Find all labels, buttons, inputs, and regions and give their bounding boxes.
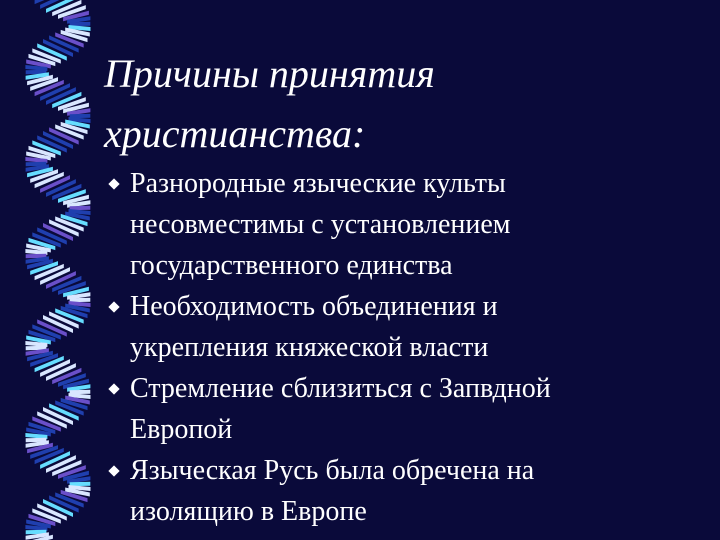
title-line-1: Причины принятия: [104, 51, 435, 96]
title-line-2: христианства:: [104, 111, 366, 156]
bullet-item: [100, 368, 700, 450]
decorative-ribbon-icon: [0, 0, 110, 540]
bullet-line: Стремление сблизиться с Запвдной: [130, 373, 551, 404]
bullet-item: [100, 450, 700, 532]
diamond-bullet-icon: [108, 383, 119, 394]
diamond-bullet-icon: [108, 301, 119, 312]
bullet-line: укрепления княжеской власти: [130, 332, 489, 363]
bullet-line: Языческая Русь была обречена на: [130, 455, 535, 486]
bullet-line: изолящию в Европе: [130, 496, 367, 527]
bullet-item: [100, 163, 700, 286]
diamond-bullet-icon: [108, 465, 119, 476]
slide-title: [104, 44, 704, 164]
bullet-line: Разнородные языческие культы: [130, 168, 506, 199]
bullet-line: несовместимы с установлением: [130, 209, 511, 240]
bullet-line: Необходимость объединения и: [130, 291, 498, 322]
bullet-item: [100, 286, 700, 368]
bullet-line: Европой: [130, 414, 233, 445]
bullet-line: государственного единства: [130, 250, 453, 281]
bullet-list: [100, 163, 700, 532]
diamond-bullet-icon: [108, 178, 119, 189]
